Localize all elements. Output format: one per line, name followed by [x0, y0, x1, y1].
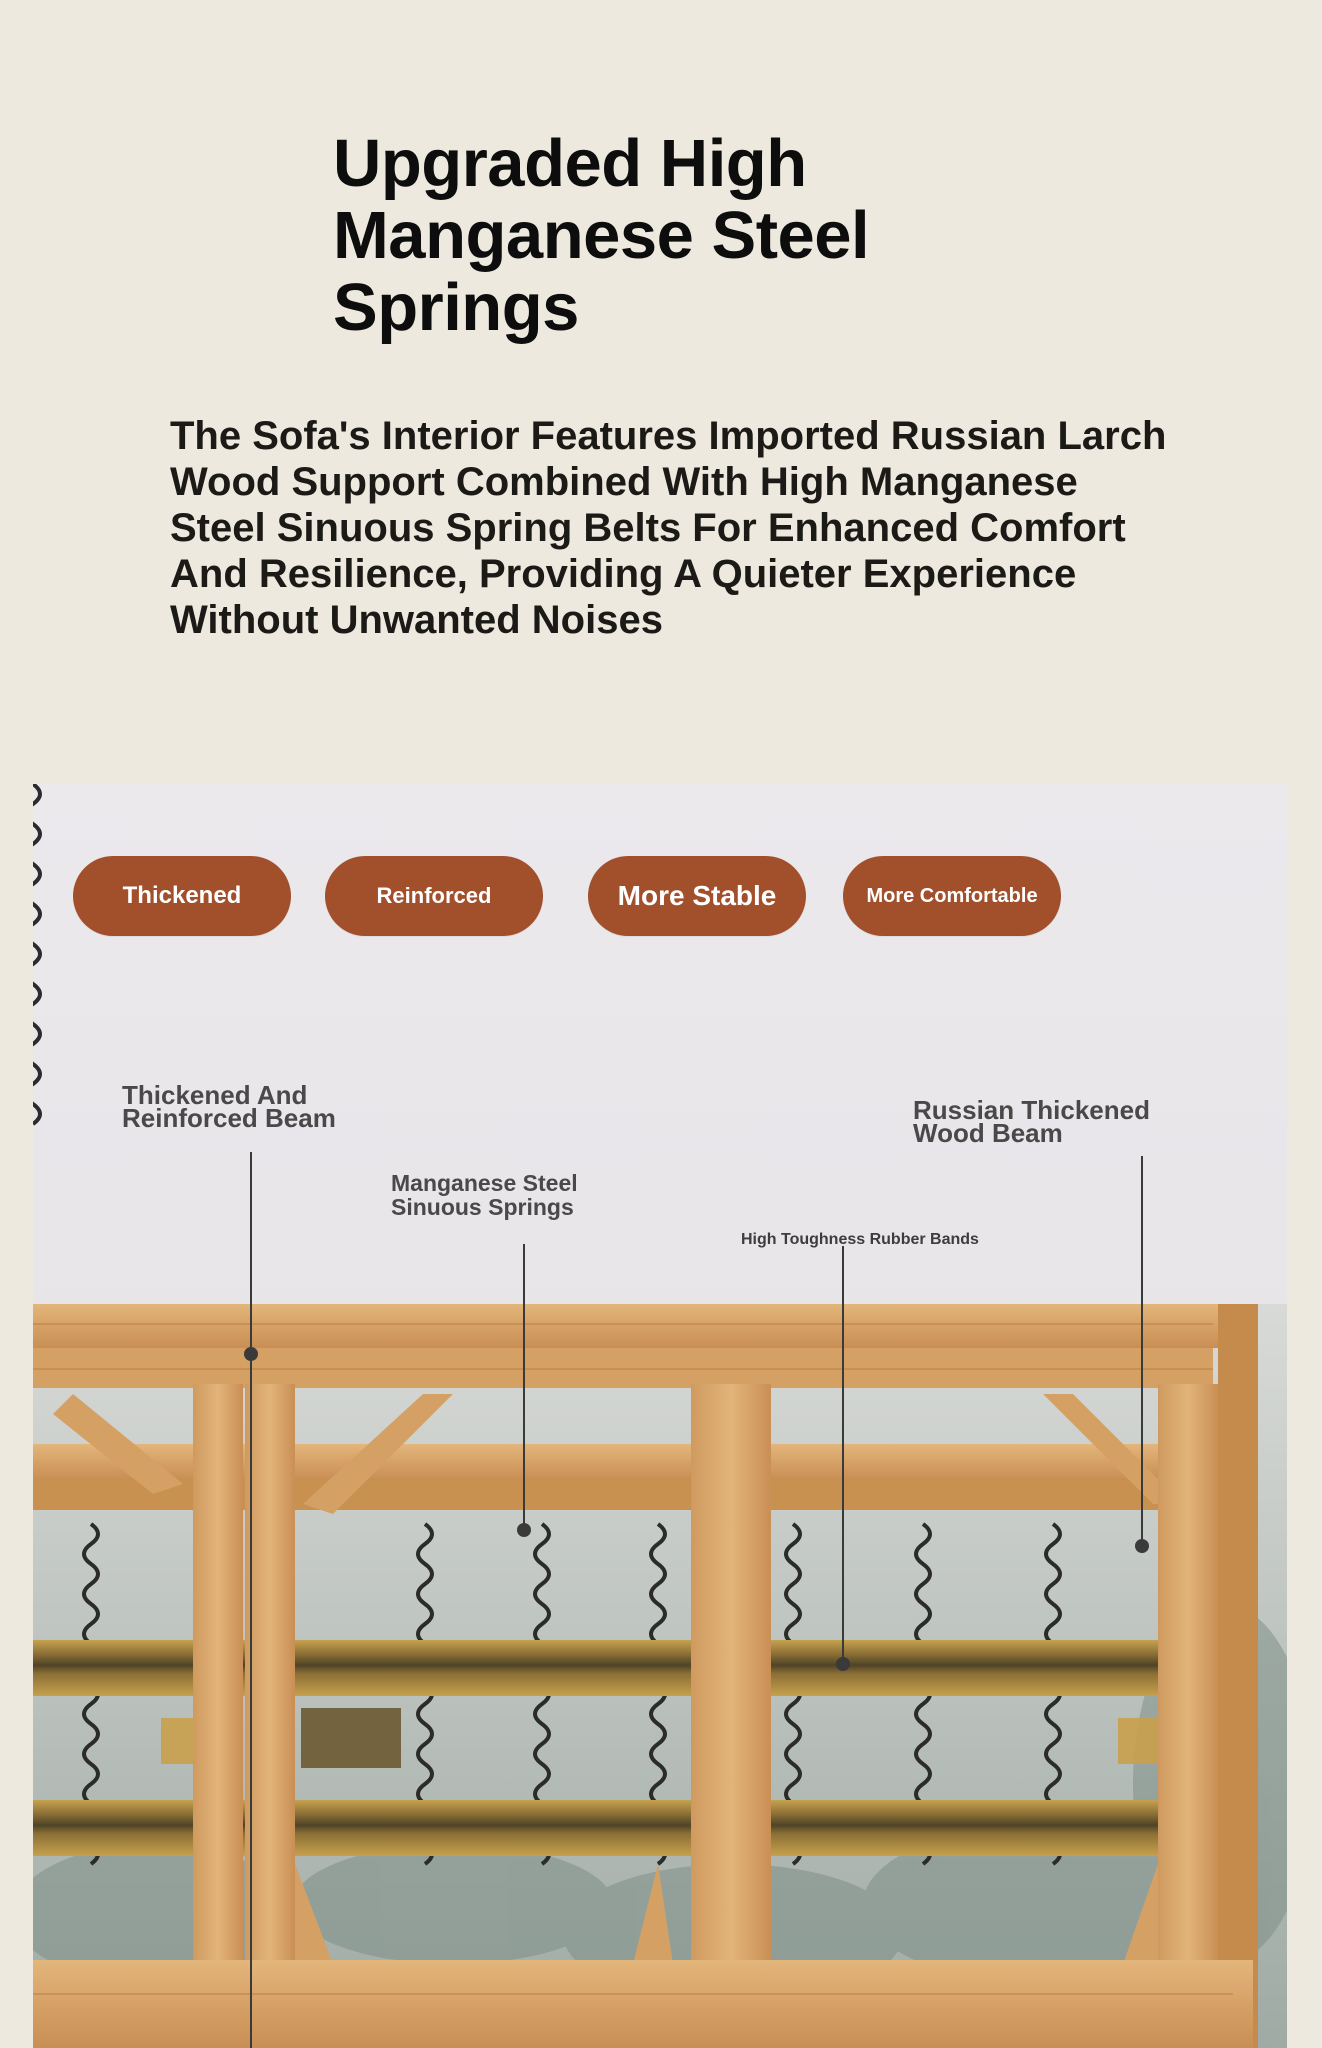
- tag-more-comfortable: [843, 856, 1061, 936]
- tag-thickened: [73, 856, 291, 936]
- sofa-frame-drawing: [33, 784, 1287, 2048]
- tag-label: More Comfortable: [866, 884, 1038, 907]
- sofa-frame-illustration: [33, 784, 1287, 2048]
- tag-more-stable: [588, 856, 806, 936]
- page-title: Upgraded High Manganese Steel Springs: [333, 126, 870, 345]
- tag-label: Reinforced: [376, 883, 492, 908]
- tag-label: More Stable: [617, 880, 777, 911]
- callout-reinforced-beam: Thickened And Reinforced Beam: [122, 1080, 336, 1133]
- page-description: The Sofa's Interior Features Imported Russian Larch Wood Support Combined With High Manganese Steel Sinuous Spring Belts For Enhanced Comfort And Resilience, Providing A Quieter Experience Without Unwanted Noises: [170, 414, 1167, 642]
- tag-label: Thickened: [122, 882, 242, 909]
- callout-wood-beam: Russian Thickened Wood Beam: [913, 1095, 1150, 1148]
- callout-sinuous-springs: Manganese Steel Sinuous Springs: [391, 1170, 578, 1220]
- callout-rubber-bands: High Toughness Rubber Bands: [741, 1231, 979, 1248]
- tag-reinforced: [325, 856, 543, 936]
